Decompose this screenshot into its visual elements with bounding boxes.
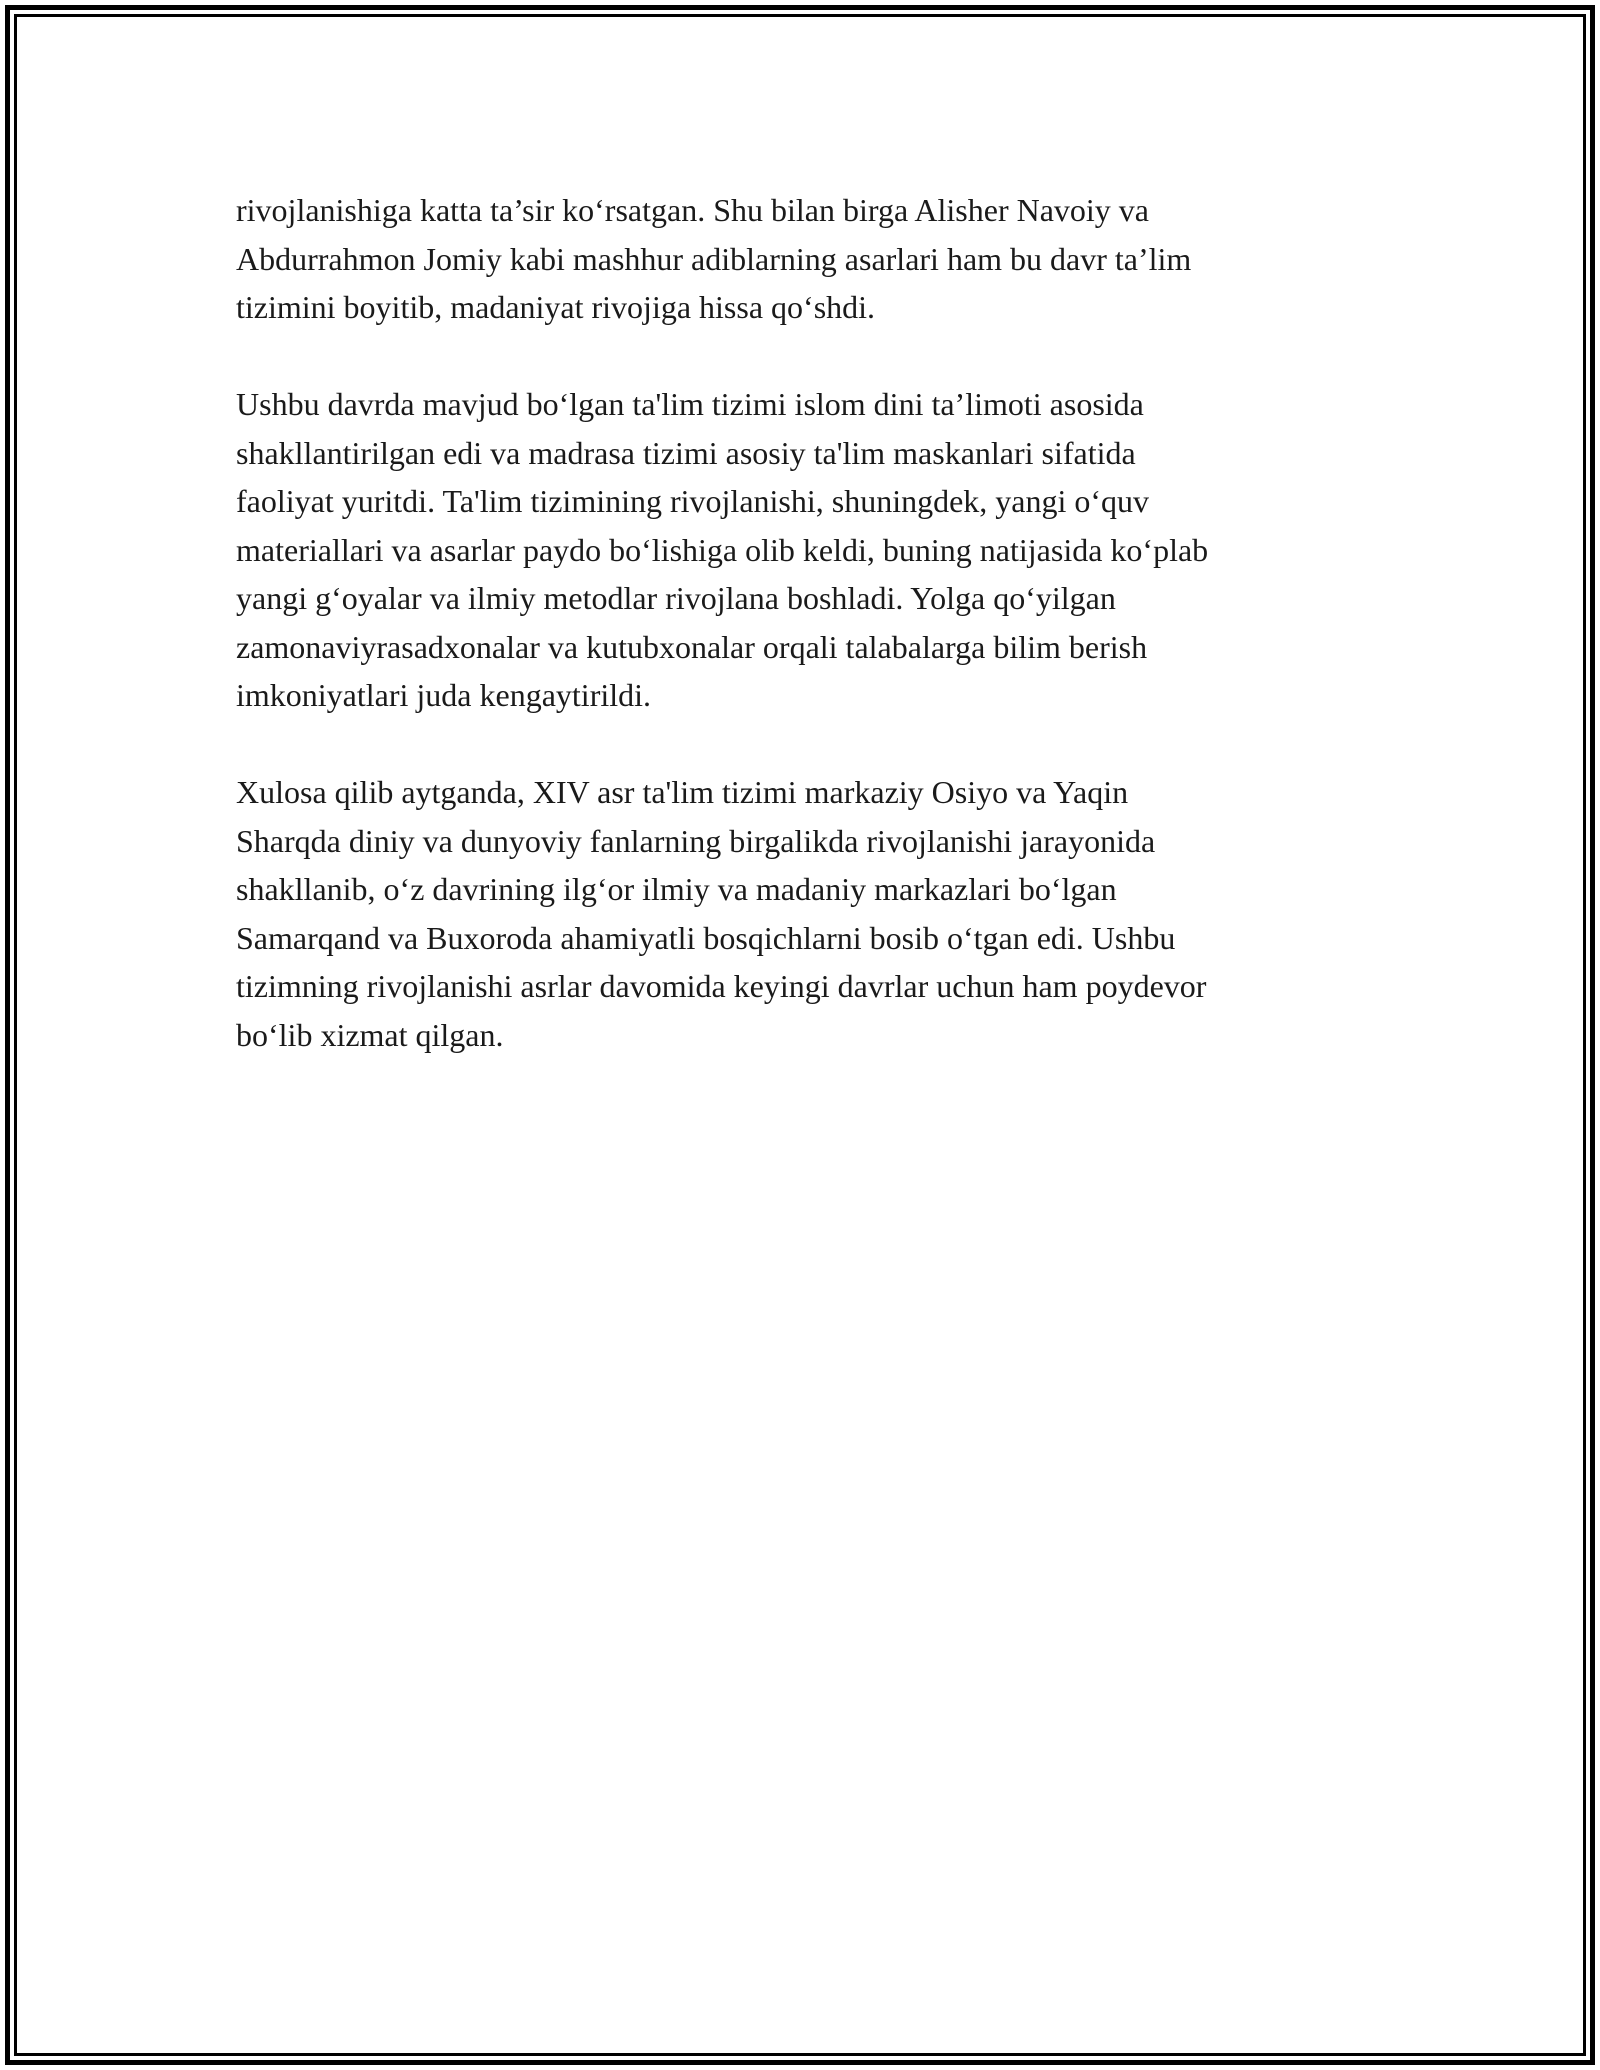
text-line: Xulosa qilib aytganda, XIV asr ta'lim tizimi markaziy Osiyo va Yaqin xyxy=(236,774,1129,810)
text-line: rivojlanishiga katta ta’sir ko‘rsatgan. Shu bilan birga Alisher Navoiy va xyxy=(236,192,1149,228)
text-line: tizimning rivojlanishi asrlar davomida keyingi davrlar uchun ham poydevor xyxy=(236,968,1207,1004)
text-line: Sharqda diniy va dunyoviy fanlarning birgalikda rivojlanishi jarayonida xyxy=(236,822,1156,859)
text-line: Samarqand va Buxoroda ahamiyatli bosqichlarni bosib o‘tgan edi. Ushbu xyxy=(236,919,1176,956)
paragraph-1 xyxy=(236,186,1376,332)
text-line: shakllanib, o‘z davrining ilg‘or ilmiy va madaniy markazlari bo‘lgan xyxy=(236,871,1117,907)
text-line: Ushbu davrda mavjud bo‘lgan ta'lim tizimi islom dini ta’limoti asosida xyxy=(236,386,1144,422)
paragraph-3 xyxy=(236,768,1376,1059)
text-line: shakllantirilgan edi va madrasa tizimi asosiy ta'lim maskanlari sifatida xyxy=(236,434,1136,471)
text-line: bo‘lib xizmat qilgan. xyxy=(236,1016,504,1053)
text-line: imkoniyatlari juda kengaytirildi. xyxy=(236,677,652,713)
text-line: materiallari va asarlar paydo bo‘lishiga olib keldi, buning natijasida ko‘plab xyxy=(236,531,1209,568)
text-line: zamonaviyrasadxonalar va kutubxonalar orqali talabalarga bilim berish xyxy=(236,628,1148,665)
text-line: yangi g‘oyalar va ilmiy metodlar rivojlana boshladi. Yolga qo‘yilgan xyxy=(236,580,1116,616)
text-line: Abdurrahmon Jomiy kabi mashhur adiblarning asarlari ham bu davr ta’lim xyxy=(236,240,1192,277)
text-line: faoliyat yuritdi. Ta'lim tizimining rivojlanishi, shuningdek, yangi o‘quv xyxy=(236,483,1150,519)
page-body xyxy=(236,186,1376,1108)
paragraph-2 xyxy=(236,380,1376,720)
text-line: tizimini boyitib, madaniyat rivojiga hissa qo‘shdi. xyxy=(236,289,876,325)
